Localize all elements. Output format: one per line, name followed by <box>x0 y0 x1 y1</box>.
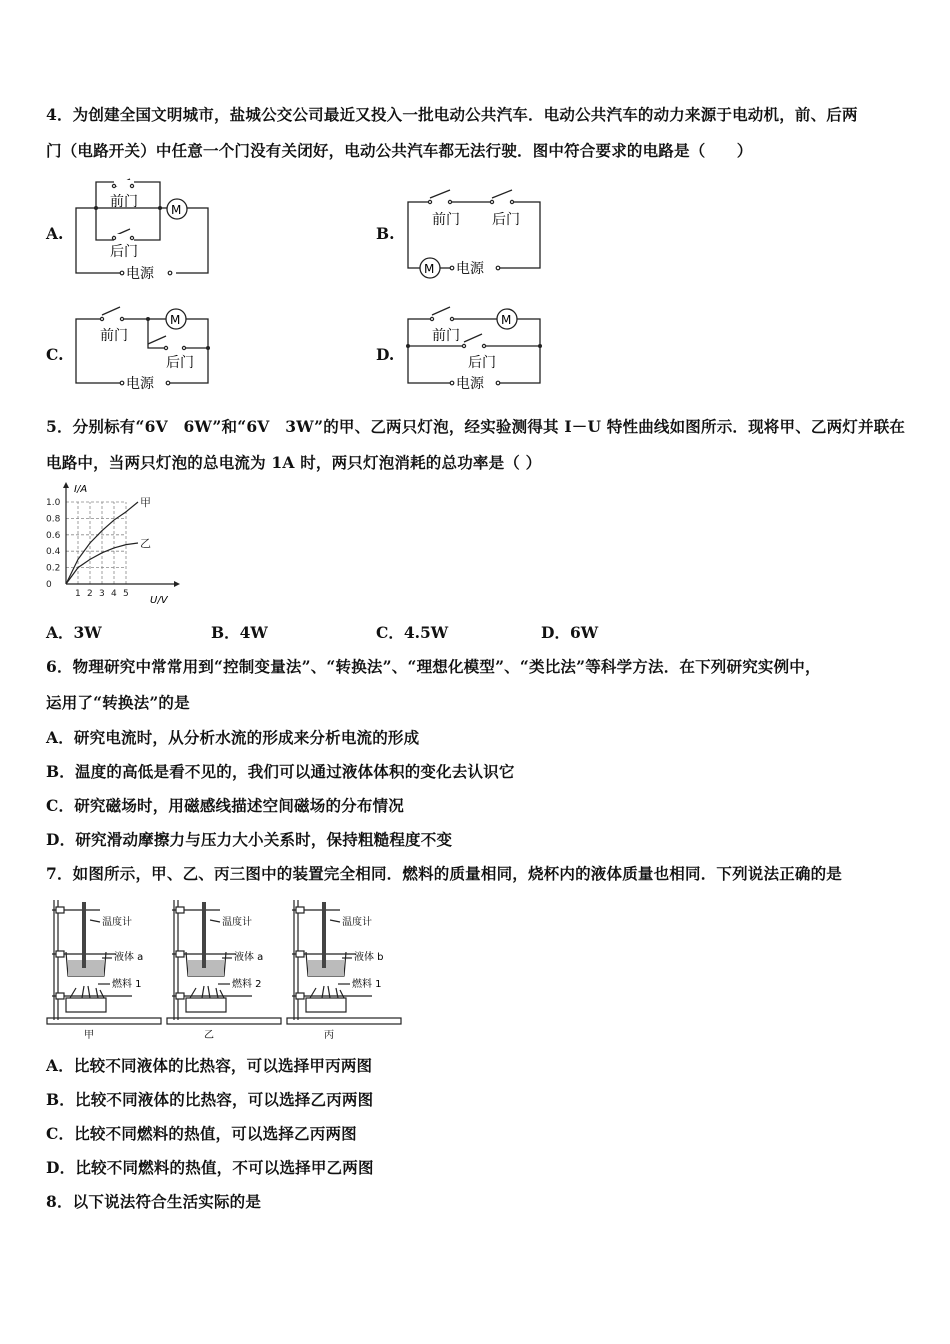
chart-y-tick-label: 0.6 <box>46 530 61 541</box>
circuit-a-back-door-label: 后门 <box>110 244 138 260</box>
fig-bing-fuel-label: 燃料 1 <box>352 979 382 990</box>
apparatus-figure-bing <box>284 892 414 1042</box>
q6-stem-line2: 运用了“转换法”的是 <box>46 693 190 712</box>
q4-stem-line2: 门（电路开关）中任意一个门没有关闭好，电动公共汽车都无法行驶．图中符合要求的电路是（ ） <box>46 141 753 160</box>
circuit-b-back-door-label: 后门 <box>492 212 520 228</box>
circuit-c-front-door-label: 前门 <box>100 328 128 344</box>
fig-bing-caption: 丙 <box>324 1030 334 1041</box>
q5-answer-c[interactable]: C．4.5W <box>376 623 449 642</box>
apparatus-figure-yi <box>164 892 294 1042</box>
chart-x-tick-label: 2 <box>87 589 93 599</box>
q5-answer-b[interactable]: B．4W <box>211 623 268 642</box>
q5-answer-d[interactable]: D．6W <box>541 623 599 642</box>
q7-stem-line1: 7．如图所示，甲、乙、丙三图中的装置完全相同．燃料的质量相同，烧杯内的液体质量也相同．下列说法正确的是 <box>46 864 842 883</box>
fig-jia-liquid-label: 液体 a <box>114 952 144 963</box>
chart-legend-label-1: 乙 <box>140 537 151 550</box>
chart-x-label: U/V <box>150 595 168 606</box>
circuit-d-power-label: 电源 <box>456 376 484 392</box>
chart-x-tick-label: 3 <box>99 589 105 599</box>
q4-stem-line1: 4．为创建全国文明城市，盐城公交公司最近又投入一批电动公共汽车．电动公共汽车的动力来源于电动机，前、后两 <box>46 105 858 124</box>
chart-x-tick-label: 1 <box>75 589 81 599</box>
q6-option-b[interactable]: B．温度的高低是看不见的，我们可以通过液体体积的变化去认识它 <box>46 762 515 781</box>
chart-x-tick-label: 4 <box>111 589 117 599</box>
circuit-diagram-a <box>70 172 215 280</box>
chart-y-tick-label: 0.2 <box>46 563 61 574</box>
q6-stem-line1: 6．物理研究中常常用到“控制变量法”、“转换法”、“理想化模型”、“类比法”等科学方法．在下列研究实例中， <box>46 657 821 676</box>
circuit-c-power-label: 电源 <box>126 376 154 392</box>
q5-stem-line2: 电路中，当两只灯泡的总电流为 1A 时，两只灯泡消耗的总功率是（ ） <box>46 453 542 472</box>
chart-x-tick-label: 5 <box>123 589 129 599</box>
fig-yi-fuel-label: 燃料 2 <box>232 979 262 990</box>
q6-option-d[interactable]: D．研究滑动摩擦力与压力大小关系时，保持粗糙程度不变 <box>46 830 453 849</box>
q4-option-d-label[interactable]: D. <box>376 345 395 364</box>
q5-answer-a[interactable]: A．3W <box>46 623 102 642</box>
circuit-d-motor-label: M <box>501 313 512 327</box>
iu-characteristic-chart <box>44 480 184 612</box>
circuit-b-power-label: 电源 <box>456 261 484 277</box>
q7-option-c[interactable]: C．比较不同燃料的热值，可以选择乙丙两图 <box>46 1124 357 1143</box>
chart-y-tick-label: 0.4 <box>46 547 61 558</box>
circuit-diagram-d <box>402 304 547 394</box>
fig-yi-caption: 乙 <box>204 1030 214 1041</box>
fig-jia-thermometer-label: 温度计 <box>102 917 132 928</box>
q6-option-a[interactable]: A．研究电流时，从分析水流的形成来分析电流的形成 <box>46 728 420 747</box>
q4-option-a-label[interactable]: A. <box>46 224 64 243</box>
chart-y-tick-label: 0.8 <box>46 514 61 525</box>
q4-option-b-label[interactable]: B. <box>376 224 395 243</box>
fig-bing-thermometer-label: 温度计 <box>342 917 372 928</box>
circuit-a-motor-label: M <box>171 203 182 217</box>
circuit-d-back-door-label: 后门 <box>468 355 496 371</box>
circuit-d-front-door-label: 前门 <box>432 328 460 344</box>
q6-option-c[interactable]: C．研究磁场时，用磁感线描述空间磁场的分布情况 <box>46 796 404 815</box>
fig-jia-caption: 甲 <box>84 1030 94 1041</box>
apparatus-figure-jia <box>44 892 174 1042</box>
circuit-c-motor-label: M <box>170 313 181 327</box>
fig-bing-liquid-label: 液体 b <box>354 952 384 963</box>
chart-y-tick-label: 0 <box>46 580 52 590</box>
q8-stem-line1: 8．以下说法符合生活实际的是 <box>46 1192 262 1211</box>
q7-option-a[interactable]: A．比较不同液体的比热容，可以选择甲丙两图 <box>46 1056 373 1075</box>
chart-legend-label-0: 甲 <box>140 496 151 509</box>
q7-option-d[interactable]: D．比较不同燃料的热值，不可以选择甲乙两图 <box>46 1158 374 1177</box>
fig-jia-fuel-label: 燃料 1 <box>112 979 142 990</box>
circuit-b-front-door-label: 前门 <box>432 212 460 228</box>
circuit-a-front-door-label: 前门 <box>110 194 138 210</box>
fig-yi-liquid-label: 液体 a <box>234 952 264 963</box>
q5-stem-line1: 5．分别标有“6V 6W”和“6V 3W”的甲、乙两只灯泡，经实验测得其 I－U 特性曲线如图所示．现将甲、乙两灯并联在 <box>46 417 906 436</box>
chart-y-tick-label: 1.0 <box>46 498 61 508</box>
x-axis-arrow-icon <box>174 581 180 587</box>
circuit-diagram-c <box>70 304 215 394</box>
q7-option-b[interactable]: B．比较不同液体的比热容，可以选择乙丙两图 <box>46 1090 374 1109</box>
fig-yi-thermometer-label: 温度计 <box>222 917 252 928</box>
chart-y-label: I/A <box>74 484 88 495</box>
y-axis-arrow-icon <box>63 482 69 488</box>
circuit-a-power-label: 电源 <box>126 266 154 280</box>
circuit-diagram-b <box>402 186 547 282</box>
circuit-b-motor-label: M <box>424 262 435 276</box>
q4-option-c-label[interactable]: C. <box>46 345 64 364</box>
circuit-c-back-door-label: 后门 <box>166 355 194 371</box>
